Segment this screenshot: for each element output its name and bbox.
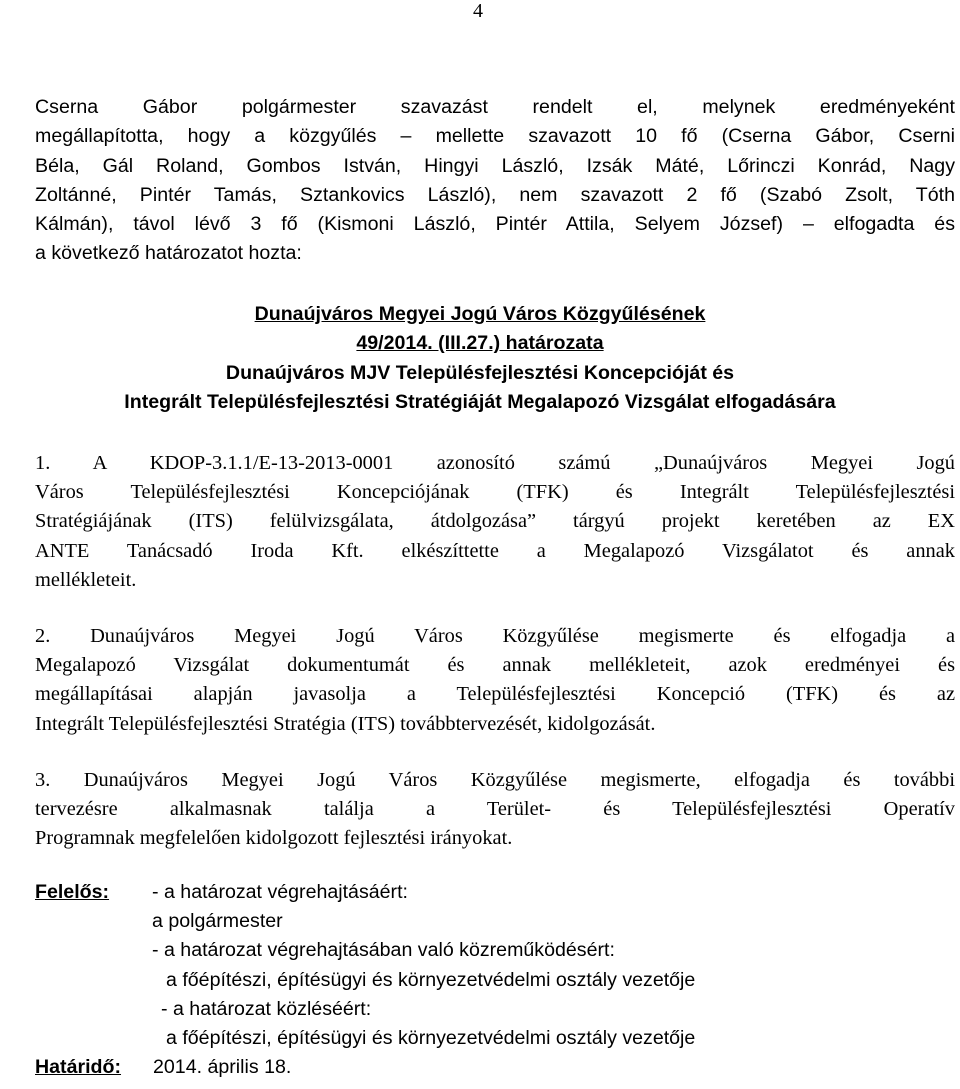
resolution-issuer: Dunaújváros Megyei Jogú Város Közgyűlésének — [254, 303, 706, 325]
item-line: tervezésre alkalmasnak találja a Terület- és Településfejlesztési Operatív — [35, 798, 955, 821]
page-number: 4 — [473, 0, 483, 22]
item-line: megállapításai alapján javasolja a Településfejlesztési Koncepció (TFK) és az — [35, 683, 955, 706]
resolution-number: 49/2014. (III.27.) határozata — [356, 332, 604, 355]
deadline-section — [35, 1056, 292, 1079]
responsible-line: a polgármester — [152, 910, 283, 932]
deadline-label: Határidő: — [35, 1056, 122, 1078]
intro-line: Cserna Gábor polgármester szavazást rendelt el, melynek eredményeként — [35, 96, 955, 118]
item-line: Integrált Településfejlesztési Stratégia (ITS) továbbtervezését, kidolgozását. — [35, 712, 656, 735]
resolution-subject-line: Dunaújváros MJV Településfejlesztési Koncepcióját és — [225, 361, 735, 384]
resolution-item-1 — [35, 449, 955, 595]
item-line: 2. Dunaújváros Megyei Jogú Város Közgyűlése megismerte és elfogadja a — [35, 625, 955, 647]
resolution-subject-line: Integrált Településfejlesztési Stratégiáját Megalapozó Vizsgálat elfogadására — [124, 391, 836, 414]
responsible-line: a főépítészi, építésügyi és környezetvédelmi osztály vezetője — [166, 1027, 696, 1049]
responsible-line: - a határozat végrehajtásában való közreműködésért: — [152, 939, 615, 961]
responsible-line: - a határozat végrehajtásáért: — [152, 881, 408, 903]
responsible-line: - a határozat közléséért: — [161, 998, 372, 1020]
resolution-item-2 — [35, 622, 955, 739]
item-line: ANTE Tanácsadó Iroda Kft. elkészíttette a Megalapozó Vizsgálatot és annak — [35, 539, 955, 562]
item-line: Város Településfejlesztési Koncepciójának (TFK) és Integrált Településfejlesztési — [35, 481, 955, 504]
item-line: 1. A KDOP-3.1.1/E-13-2013-0001 azonosító számú „Dunaújváros Megyei Jogú — [35, 452, 955, 474]
item-line: 3. Dunaújváros Megyei Jogú Város Közgyűlése megismerte, elfogadja és további — [35, 769, 955, 791]
intro-line: Kálmán), távol lévő 3 fő (Kismoni László, Pintér Attila, Selyem József) – elfogadta és — [35, 213, 955, 236]
item-line: Programnak megfelelően kidolgozott fejlesztési irányokat. — [35, 827, 513, 850]
resolution-title — [0, 300, 960, 418]
intro-line: a következő határozatot hozta: — [35, 242, 302, 265]
item-line: Megalapozó Vizsgálat dokumentumát és annak mellékleteit, azok eredményei és — [35, 654, 955, 677]
resolution-item-3 — [35, 766, 955, 854]
intro-line: Zoltánné, Pintér Tamás, Sztankovics László), nem szavazott 2 fő (Szabó Zsolt, Tóth — [35, 183, 955, 206]
intro-line: Béla, Gál Roland, Gombos István, Hingyi László, Izsák Máté, Lőrinczi Konrád, Nagy — [35, 154, 955, 177]
responsible-label: Felelős: — [35, 881, 110, 903]
item-line: mellékleteit. — [35, 568, 137, 591]
intro-line: megállapította, hogy a közgyűlés – mellette szavazott 10 fő (Cserna Gábor, Cserni — [35, 125, 955, 148]
intro-paragraph — [35, 93, 955, 269]
responsible-line: a főépítészi, építésügyi és környezetvédelmi osztály vezetője — [166, 969, 696, 991]
deadline-value: 2014. április 18. — [153, 1056, 292, 1078]
item-line: Stratégiájának (ITS) felülvizsgálata, átdolgozása” tárgyú projekt keretében az EX — [35, 510, 955, 533]
